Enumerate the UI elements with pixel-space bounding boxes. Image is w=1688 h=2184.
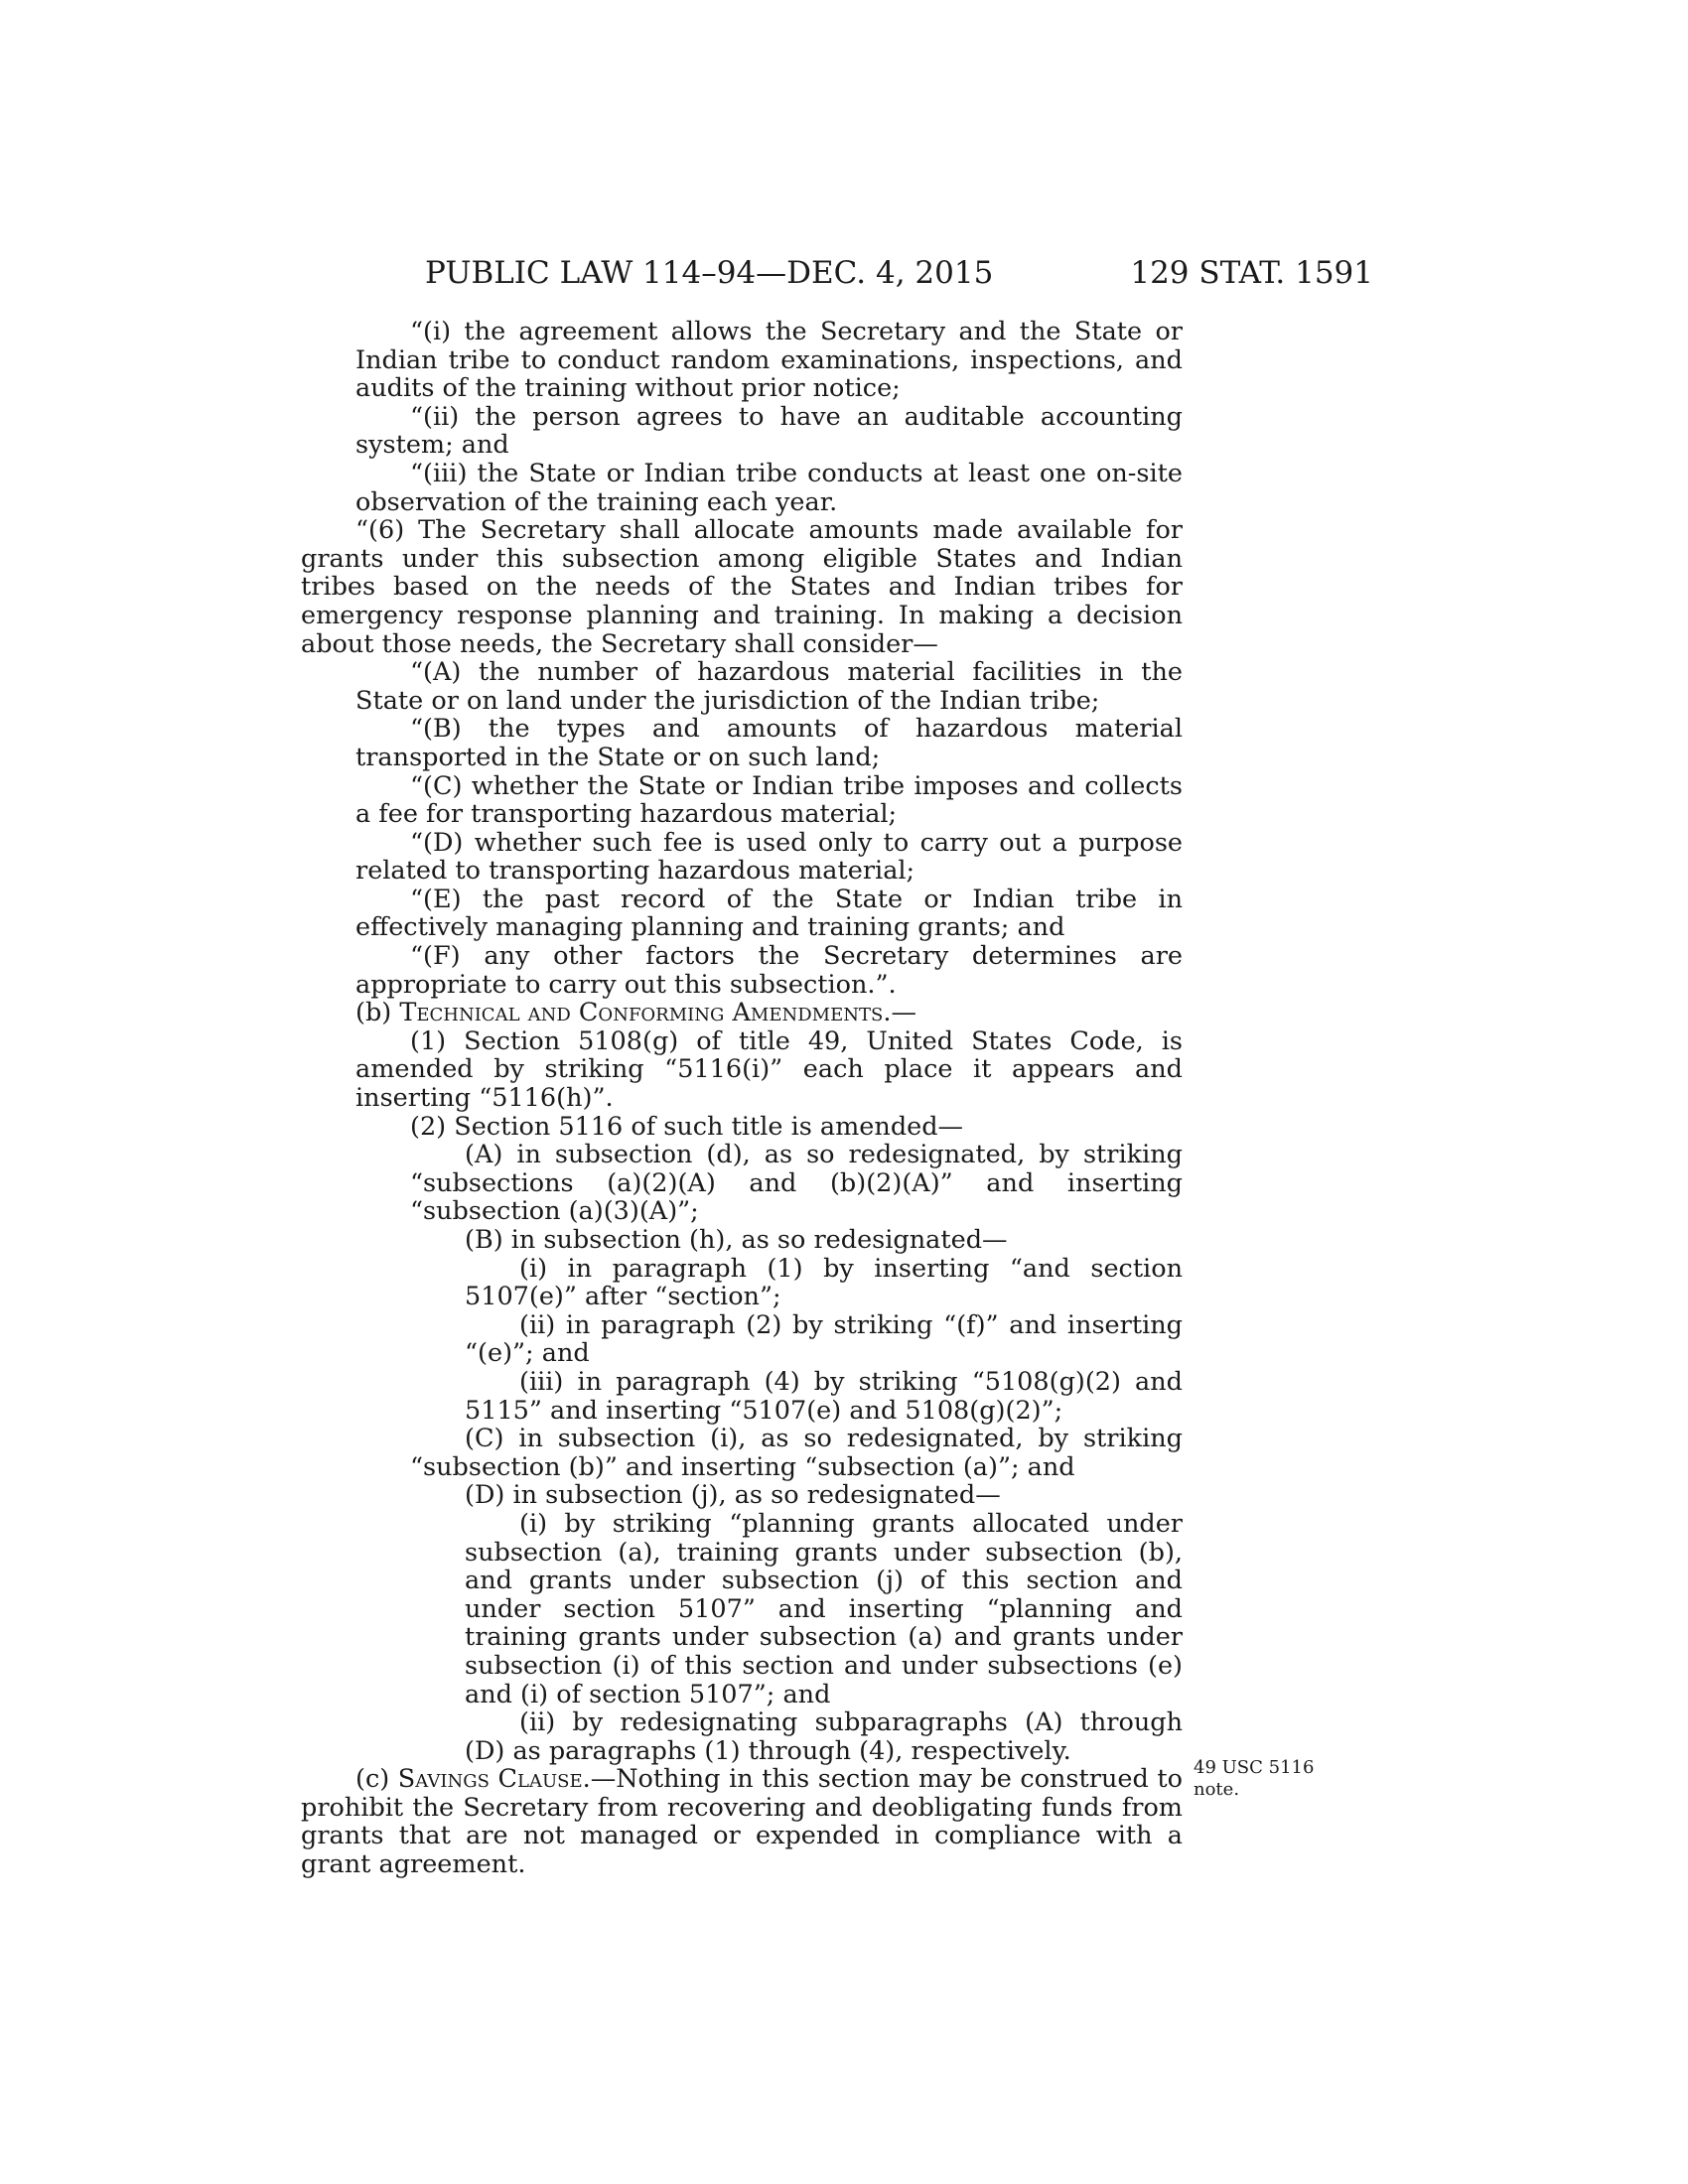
document-body [301, 318, 1183, 1879]
margin-note-suffix: note. [1194, 1779, 1240, 1800]
public-law-title: PUBLIC LAW 114–94—DEC. 4, 2015 [425, 255, 994, 291]
margin-citation: 49 USC 5116 [1194, 1757, 1315, 1778]
margin-citation-note [1194, 1757, 1342, 1801]
paragraph-p1: “(i) the agreement allows the Secretary and the State or Indian tribe to conduct random examinations, inspections, and audits of the training without prior notice; [355, 317, 1183, 404]
section-c-paragraph [301, 1765, 1183, 1878]
paragraph-b7: (iii) in paragraph (4) by striking “5108(g)(2) and 5115” and inserting “5107(e) and 5108(g)(2)”; [465, 1366, 1183, 1426]
paragraph-b9: (D) in subsection (j), as so redesignated— [465, 1480, 1001, 1511]
paragraph-b5: (i) in paragraph (1) by inserting “and section 5107(e)” after “section”; [465, 1253, 1183, 1312]
paragraph-b4: (B) in subsection (h), as so redesignated— [465, 1225, 1008, 1255]
paragraph-b1: (1) Section 5108(g) of title 49, United States Code, is amended by striking “5116(i)” each place it appears and inserting “5116(h)”. [355, 1025, 1183, 1114]
running-header [301, 253, 1373, 293]
paragraph-p5: “(A) the number of hazardous material facilities in the State or on land under the jurisdiction of the Indian tribe; [355, 657, 1183, 716]
paragraph-p7: “(C) whether the State or Indian tribe imposes and collects a fee for transporting hazardous material; [355, 770, 1183, 830]
paragraph-b8: (C) in subsection (i), as so redesignated, by striking “subsection (b)” and inserting “subsection (a)”; and [410, 1424, 1183, 1482]
section-c-text: Nothing in this section may be construed to prohibit the Secretary from recovering and deobligating funds from grants that are not managed or expended in compliance with a grant agreement. [301, 1764, 1183, 1880]
section-b-heading: Technical and Conforming Amendments [399, 998, 884, 1028]
paragraph-p3: “(iii) the State or Indian tribe conducts at least one on-site observation of the training each year. [355, 458, 1183, 517]
subsection-a-continuation [301, 318, 1183, 999]
paragraph-p6: “(B) the types and amounts of hazardous material transported in the State or on such land; [355, 714, 1183, 772]
paragraph-p4: “(6) The Secretary shall allocate amounts made available for grants under this subsection among eligible States and Indian tribes based on the needs of the States and Indian tribes for emergency response planning and training. In making a decision about those needs, the Secretary shall consider— [301, 515, 1183, 659]
paragraph-p10: “(F) any other factors the Secretary determines are appropriate to carry out this subsection.”. [355, 941, 1183, 1000]
paragraph-b10: (i) by striking “planning grants allocated under subsection (a), training grants under subsection (b), and grants under subsection (j) of this section and under section 5107” and inserting “planning and training grants under subsection (a) and grants under subsection (i) of this section and under subsections (e) and (i) of section 5107”; and [465, 1508, 1183, 1709]
paragraph-b11: (ii) by redesignating subparagraphs (A) through (D) as paragraphs (1) through (4), respectively. [465, 1707, 1183, 1766]
statute-page-number: 129 STAT. 1591 [1130, 255, 1373, 291]
section-b-label: (b) [355, 998, 400, 1028]
section-b-dash: .— [883, 998, 916, 1028]
paragraph-b3: (A) in subsection (d), as so redesignated, by striking “subsections (a)(2)(A) and (b)(2)(A)” and inserting “subsection (a)(3)(A)”; [410, 1140, 1183, 1227]
paragraph-p9: “(E) the past record of the State or Indian tribe in effectively managing planning and training grants; and [355, 884, 1183, 943]
section-b-amendments [301, 1027, 1183, 1765]
paragraph-p2: “(ii) the person agrees to have an auditable accounting system; and [355, 401, 1183, 461]
paragraph-p8: “(D) whether such fee is used only to carry out a purpose related to transporting hazardous material; [355, 827, 1183, 887]
paragraph-b2: (2) Section 5116 of such title is amended— [410, 1111, 964, 1142]
section-c-heading: Savings Clause [397, 1764, 583, 1795]
paragraph-b6: (ii) in paragraph (2) by striking “(f)” and inserting “(e)”; and [465, 1309, 1183, 1369]
section-c-dash: .— [582, 1764, 617, 1795]
section-b-heading-paragraph [301, 999, 1183, 1027]
section-c-label: (c) [355, 1764, 398, 1795]
